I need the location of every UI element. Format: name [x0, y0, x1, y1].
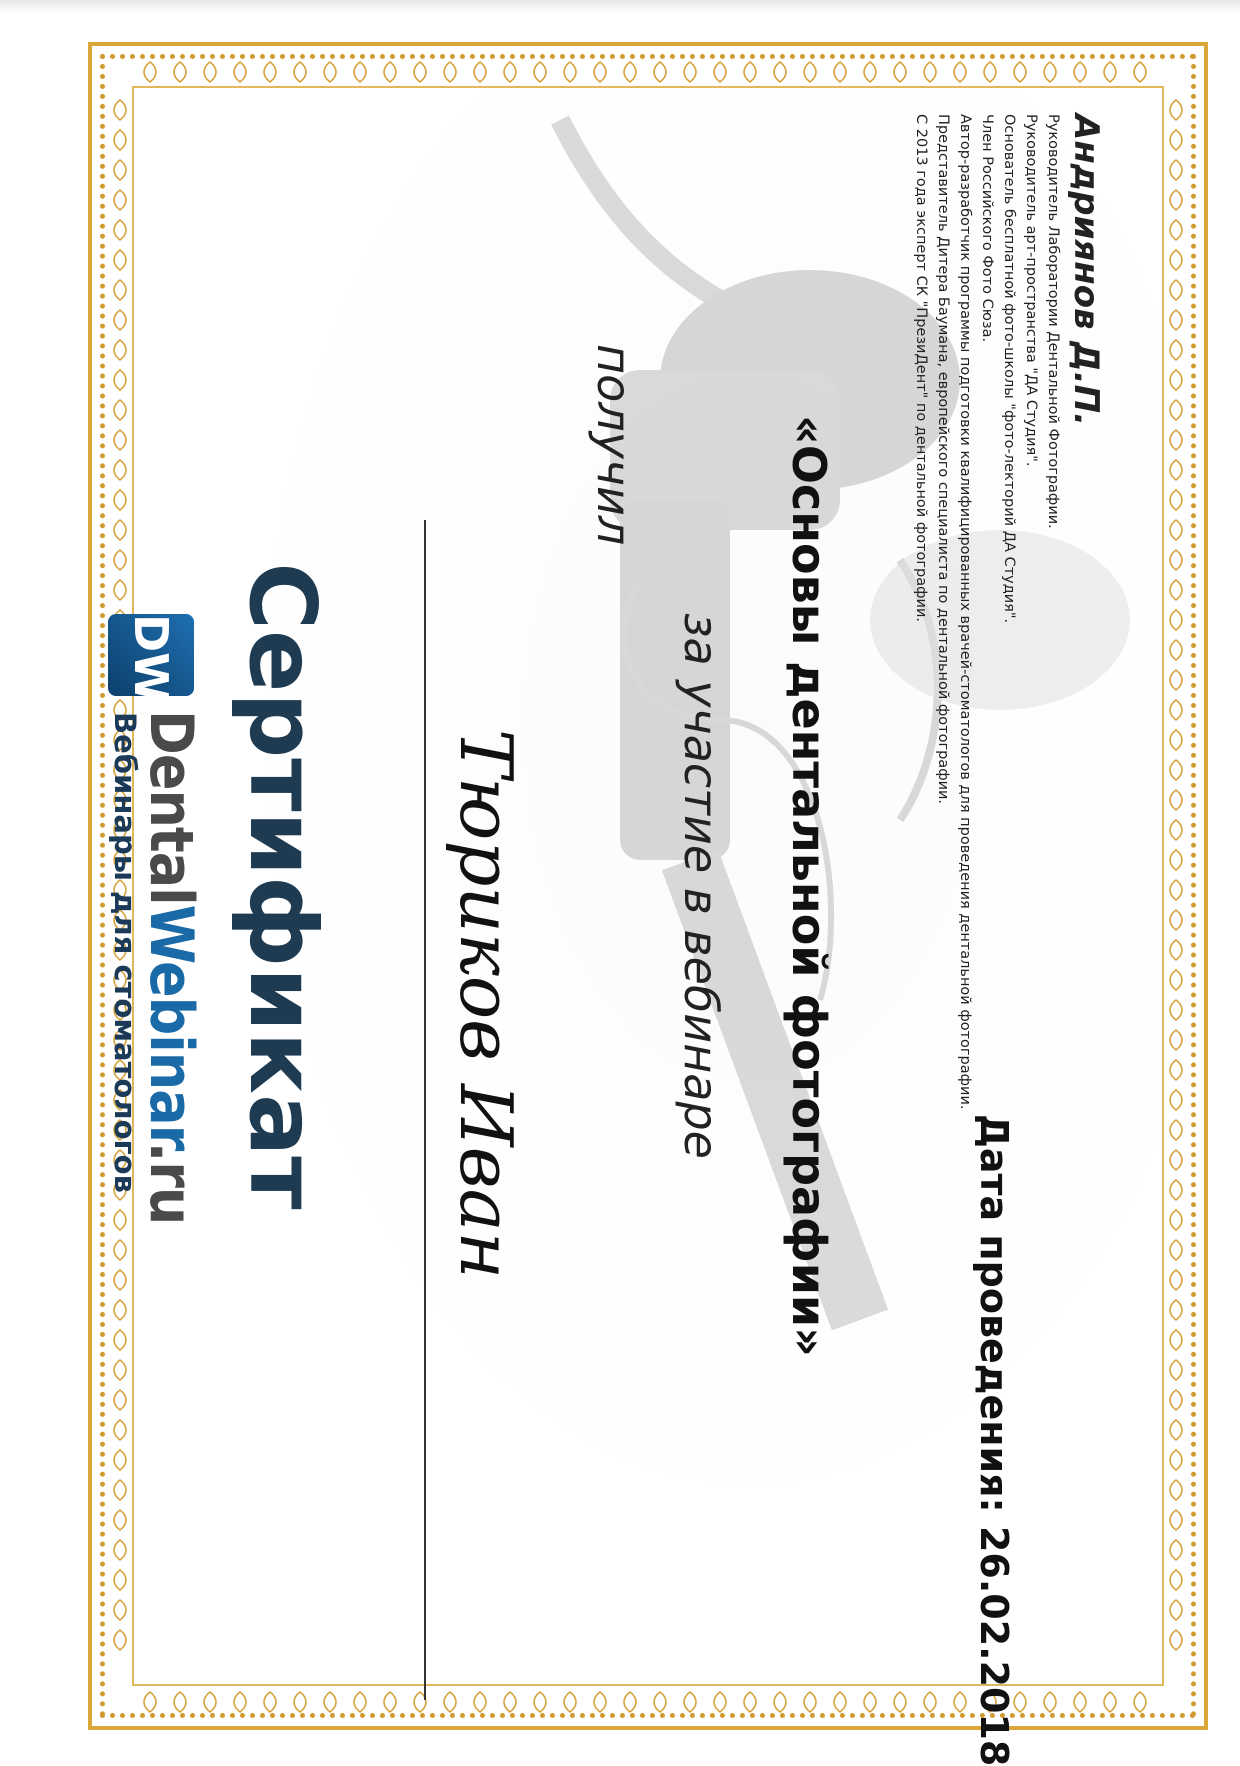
logo-wordmark-webinar: Webinar: [136, 904, 206, 1142]
author-block: [910, 114, 1106, 1214]
logo-wordmark: [136, 710, 206, 1224]
author-credential: Член Российского Фото Сюза.: [979, 114, 995, 343]
author-credential: Основатель бесплатной фото-школы "фото-лекторий ДА Студия".: [1001, 114, 1017, 624]
webinar-title: «Основы дентальной фотографии»: [782, 415, 836, 1357]
participation-text: за участие в вебинаре: [674, 613, 728, 1159]
received-label: получил: [587, 344, 641, 546]
event-date-value: 26.02.2018: [972, 1525, 1016, 1766]
recipient-name-underline: [424, 520, 426, 1700]
author-credential: Руководитель Лаборатории Дентальной Фотографии.: [1045, 114, 1061, 529]
event-date-label: Дата проведения:: [972, 1114, 1016, 1513]
author-credential: С 2013 года эксперт СК "ПрезиДент" по дентальной фотографии.: [913, 114, 929, 622]
event-date: [972, 1114, 1016, 1766]
author-credential: Автор-разработчик программы подготовки квалифицированных врачей-стоматологов для проведения дентальной фотографии.: [957, 114, 973, 1110]
author-credential: Представитель Дитера Баумана, европейского специалиста по дентальной фотографии.: [935, 114, 951, 805]
logo-tagline: Вебинары для стоматологов: [108, 712, 142, 1193]
author-credential: Руководитель арт-пространства "ДА Студия".: [1023, 114, 1039, 467]
certificate-content: [100, 54, 1196, 1766]
dentalwebinar-logo-icon: DW: [108, 614, 194, 696]
recipient-name: Тюриков Иван: [444, 728, 528, 1280]
logo-wordmark-domain: .ru: [136, 1141, 206, 1225]
dentalwebinar-logo: [106, 614, 206, 1334]
logo-wordmark-dental: Dental: [136, 710, 206, 905]
certificate-title: Сертификат: [229, 562, 336, 1210]
author-name: Андриянов Д.П.: [1066, 114, 1106, 427]
